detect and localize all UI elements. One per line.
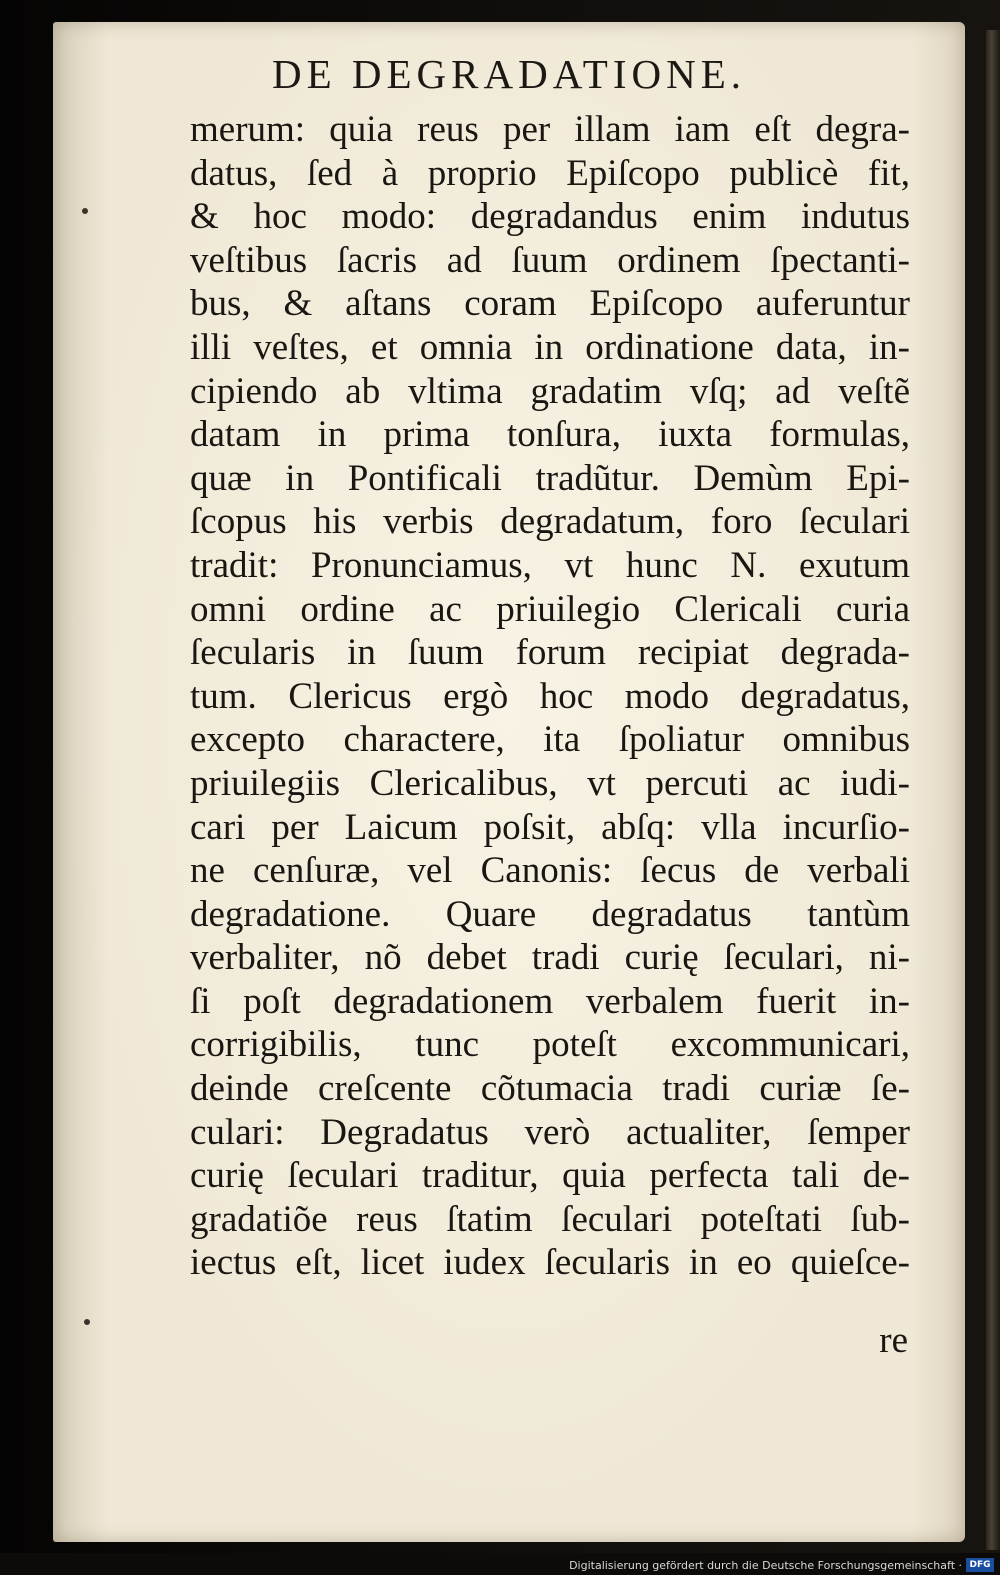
text-line: & hoc modo: degradandus enim indutus xyxy=(190,196,910,238)
text-line: cari per Laicum poſsit, abſq: vlla incurſio- xyxy=(190,806,910,848)
margin-mark xyxy=(82,208,88,214)
text-line: ne cenſuræ, vel Canonis: ſecus de verbali xyxy=(190,850,910,892)
text-line: degradatione. Quare degradatus tantùm xyxy=(190,893,910,935)
footer-credit: Digitalisierung gefördert durch die Deutsche Forschungsgemeinschaft · xyxy=(569,1559,962,1572)
body-text xyxy=(190,108,910,1285)
text-line: merum: quia reus per illam iam eſt degra- xyxy=(190,109,910,150)
margin-mark xyxy=(84,1319,90,1325)
text-line: excepto charactere, ita ſpoliatur omnibus xyxy=(190,719,910,761)
book-edge xyxy=(986,30,1000,1550)
text-line: bus, & aſtans coram Epiſcopo auferuntur xyxy=(190,283,910,325)
digitization-footer xyxy=(0,1553,1000,1575)
dfg-logo: DFG xyxy=(966,1558,994,1572)
text-line: culari: Degradatus verò actualiter, ſemper xyxy=(190,1111,910,1153)
text-line: veſtibus ſacris ad ſuum ordinem ſpectanti- xyxy=(190,239,910,281)
text-line: priuilegiis Clericalibus, vt percuti ac iudi- xyxy=(190,762,910,804)
text-line: illi veſtes, et omnia in ordinatione data, in- xyxy=(190,326,910,368)
text-line: ſi poſt degradationem verbalem fuerit in- xyxy=(190,980,910,1022)
text-line: deinde creſcente cõtumacia tradi curiæ ſe- xyxy=(190,1068,910,1110)
text-line: quæ in Pontificali tradũtur. Demùm Epi- xyxy=(190,457,910,499)
text-line: ſecularis in ſuum forum recipiat degrada- xyxy=(190,632,910,674)
text-line: iectus eſt, licet iudex ſecularis in eo quieſce- xyxy=(190,1242,910,1284)
text-line: curię ſeculari traditur, quia perfecta tali de- xyxy=(190,1155,910,1197)
text-line: cipiendo ab vltima gradatim vſq; ad veſtẽ xyxy=(190,370,910,412)
text-line: datus, ſed à proprio Epiſcopo publicè fit, xyxy=(190,152,910,194)
running-head: DE DEGRADATIONE. xyxy=(271,51,746,97)
catchword: re xyxy=(879,1320,908,1361)
text-line: omni ordine ac priuilegio Clericali curia xyxy=(190,588,910,630)
text-line: ſcopus his verbis degradatum, foro ſeculari xyxy=(190,501,910,543)
book-page xyxy=(53,22,965,1542)
text-line: corrigibilis, tunc poteſt excommunicari, xyxy=(190,1024,910,1066)
text-line: datam in prima tonſura, iuxta formulas, xyxy=(190,414,910,456)
text-line: tradit: Pronunciamus, vt hunc N. exutum xyxy=(190,544,910,586)
text-line: tum. Clericus ergò hoc modo degradatus, xyxy=(190,675,910,717)
text-line: gradatiõe reus ſtatim ſeculari poteſtati ſub- xyxy=(190,1198,910,1240)
text-line: verbaliter, nõ debet tradi curię ſeculari, ni- xyxy=(190,937,910,979)
